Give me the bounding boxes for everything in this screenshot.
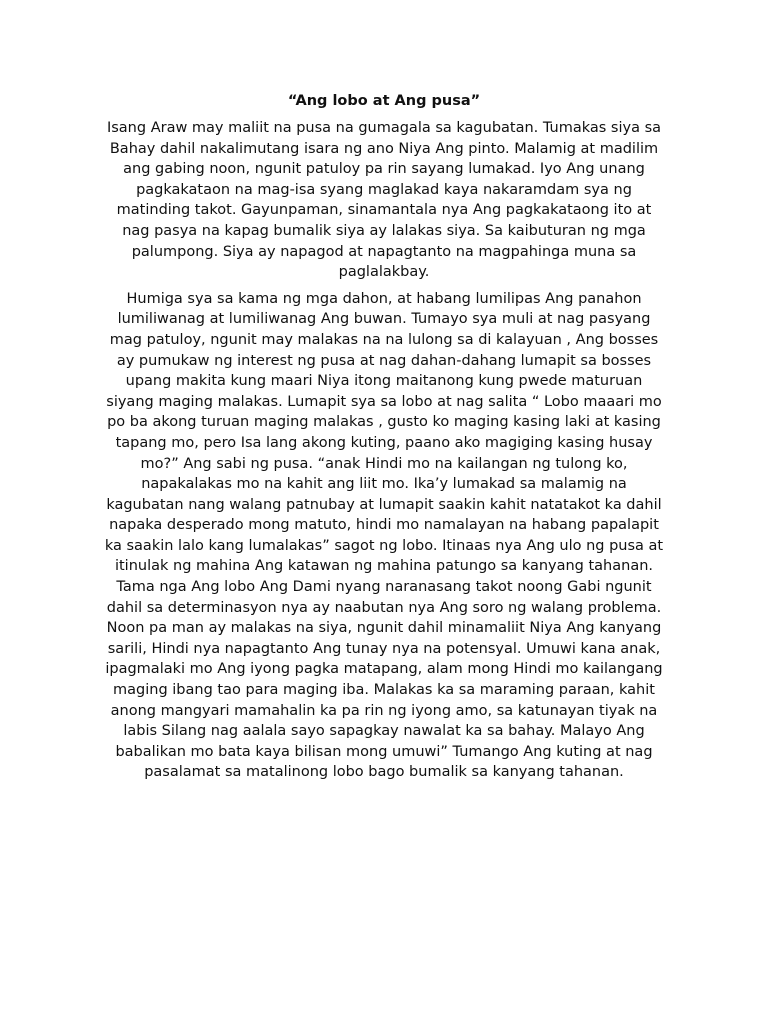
paragraph-line: pasalamat sa matalinong lobo bago bumalik sa kanyang tahanan. [144, 764, 624, 781]
paragraph-line: mo?” Ang sabi ng pusa. “anak Hindi mo na kailangan ng tulong ko, [140, 455, 628, 472]
paragraph-line: Isang Araw may maliit na pusa na gumagala sa kagubatan. Tumakas siya sa [106, 120, 662, 136]
paragraph-line: sarili, Hindi nya napagtanto Ang tunay nya na potensyal. Umuwi kana anak, [107, 640, 661, 657]
paragraph-line: kagubatan nang walang patnubay at lumapit saakin kahit natatakot ka dahil [106, 496, 662, 513]
story-title: “Ang lobo at Ang pusa” [287, 93, 481, 109]
paragraph-line: dahil sa determinasyon nya ay naabutan nya Ang soro ng walang problema. [106, 599, 662, 616]
paragraph-line: nag pasya na kapag bumalik siya ay lalakas siya. Sa kaibuturan ng mga [122, 222, 646, 239]
paragraph-line: Tama nga Ang lobo Ang Dami nyang naranasang takot noong Gabi ngunit [116, 579, 652, 596]
paragraph-line: labis Silang nag aalala sayo sapagkay nawalat ka sa bahay. Malayo Ang [123, 723, 645, 740]
paragraph-line: napakalakas mo na kahit ang liit mo. Ika’y lumakad sa malamig na [141, 476, 627, 493]
paragraph-line: maging ibang tao para maging iba. Malakas ka sa maraming paraan, kahit [113, 682, 655, 699]
paragraph-line: Bahay dahil nakalimutang isara ng ano Niya Ang pinto. Malamig at madilim [109, 140, 659, 157]
paragraph-line: upang makita kung maari Niya itong maitanong kung pwede maturuan [125, 373, 643, 390]
document-page [88, 90, 680, 789]
paragraph-line: ay pumukaw ng interest ng pusa at nag dahan-dahang lumapit sa bosses [116, 352, 652, 369]
paragraph-line: ka saakin lalo kang lumalakas” sagot ng lobo. Itinaas nya Ang ulo ng pusa at [104, 537, 664, 554]
paragraph-line: pagkakataon na mag-isa syang maglakad kaya nakaramdam sya ng [136, 181, 632, 198]
paragraph-line: paglalakbay. [338, 264, 430, 281]
paragraph-line: matinding takot. Gayunpaman, sinamantala nya Ang pagkakataong ito at [116, 202, 652, 219]
paragraph-line: babalikan mo bata kaya bilisan mong umuwi” Tumango Ang kuting at nag [115, 743, 653, 760]
paragraph-line: palumpong. Siya ay napagod at napagtanto na magpahinga muna sa [131, 243, 637, 260]
paragraph-line: Humiga sya sa kama ng mga dahon, at habang lumilipas Ang panahon [126, 290, 642, 307]
paragraph-line: Noon pa man ay malakas na siya, ngunit dahil minamaliit Niya Ang kanyang [106, 620, 662, 637]
paragraph-line: itinulak ng mahina Ang katawan ng mahina patungo sa kanyang tahanan. [114, 558, 654, 575]
paragraph-2 [88, 289, 680, 783]
paragraph-line: po ba akong turuan maging malakas , gusto ko maging kasing laki at kasing [107, 414, 661, 431]
paragraph-line: anong mangyari mamahalin ka pa rin ng iyong amo, sa katunayan tiyak na [110, 702, 658, 719]
paragraph-line: tapang mo, pero Isa lang akong kuting, paano ako magiging kasing husay [115, 434, 653, 451]
paragraph-line: siyang maging malakas. Lumapit sya sa lobo at nag salita “ Lobo maaari mo [106, 393, 662, 410]
paragraph-line: lumiliwanag at lumiliwanag Ang buwan. Tumayo sya muli at nag pasyang [117, 311, 651, 328]
paragraph-line: mag patuloy, ngunit may malakas na na lulong sa di kalayuan , Ang bosses [109, 331, 659, 348]
paragraph-1 [88, 118, 680, 283]
paragraph-line: ang gabing noon, ngunit patuloy pa rin sayang lumakad. Iyo Ang unang [123, 161, 645, 178]
paragraph-line: napaka desperado mong matuto, hindi mo namalayan na habang papalapit [109, 517, 659, 534]
paragraph-line: ipagmalaki mo Ang iyong pagka matapang, alam mong Hindi mo kailangang [105, 661, 663, 678]
